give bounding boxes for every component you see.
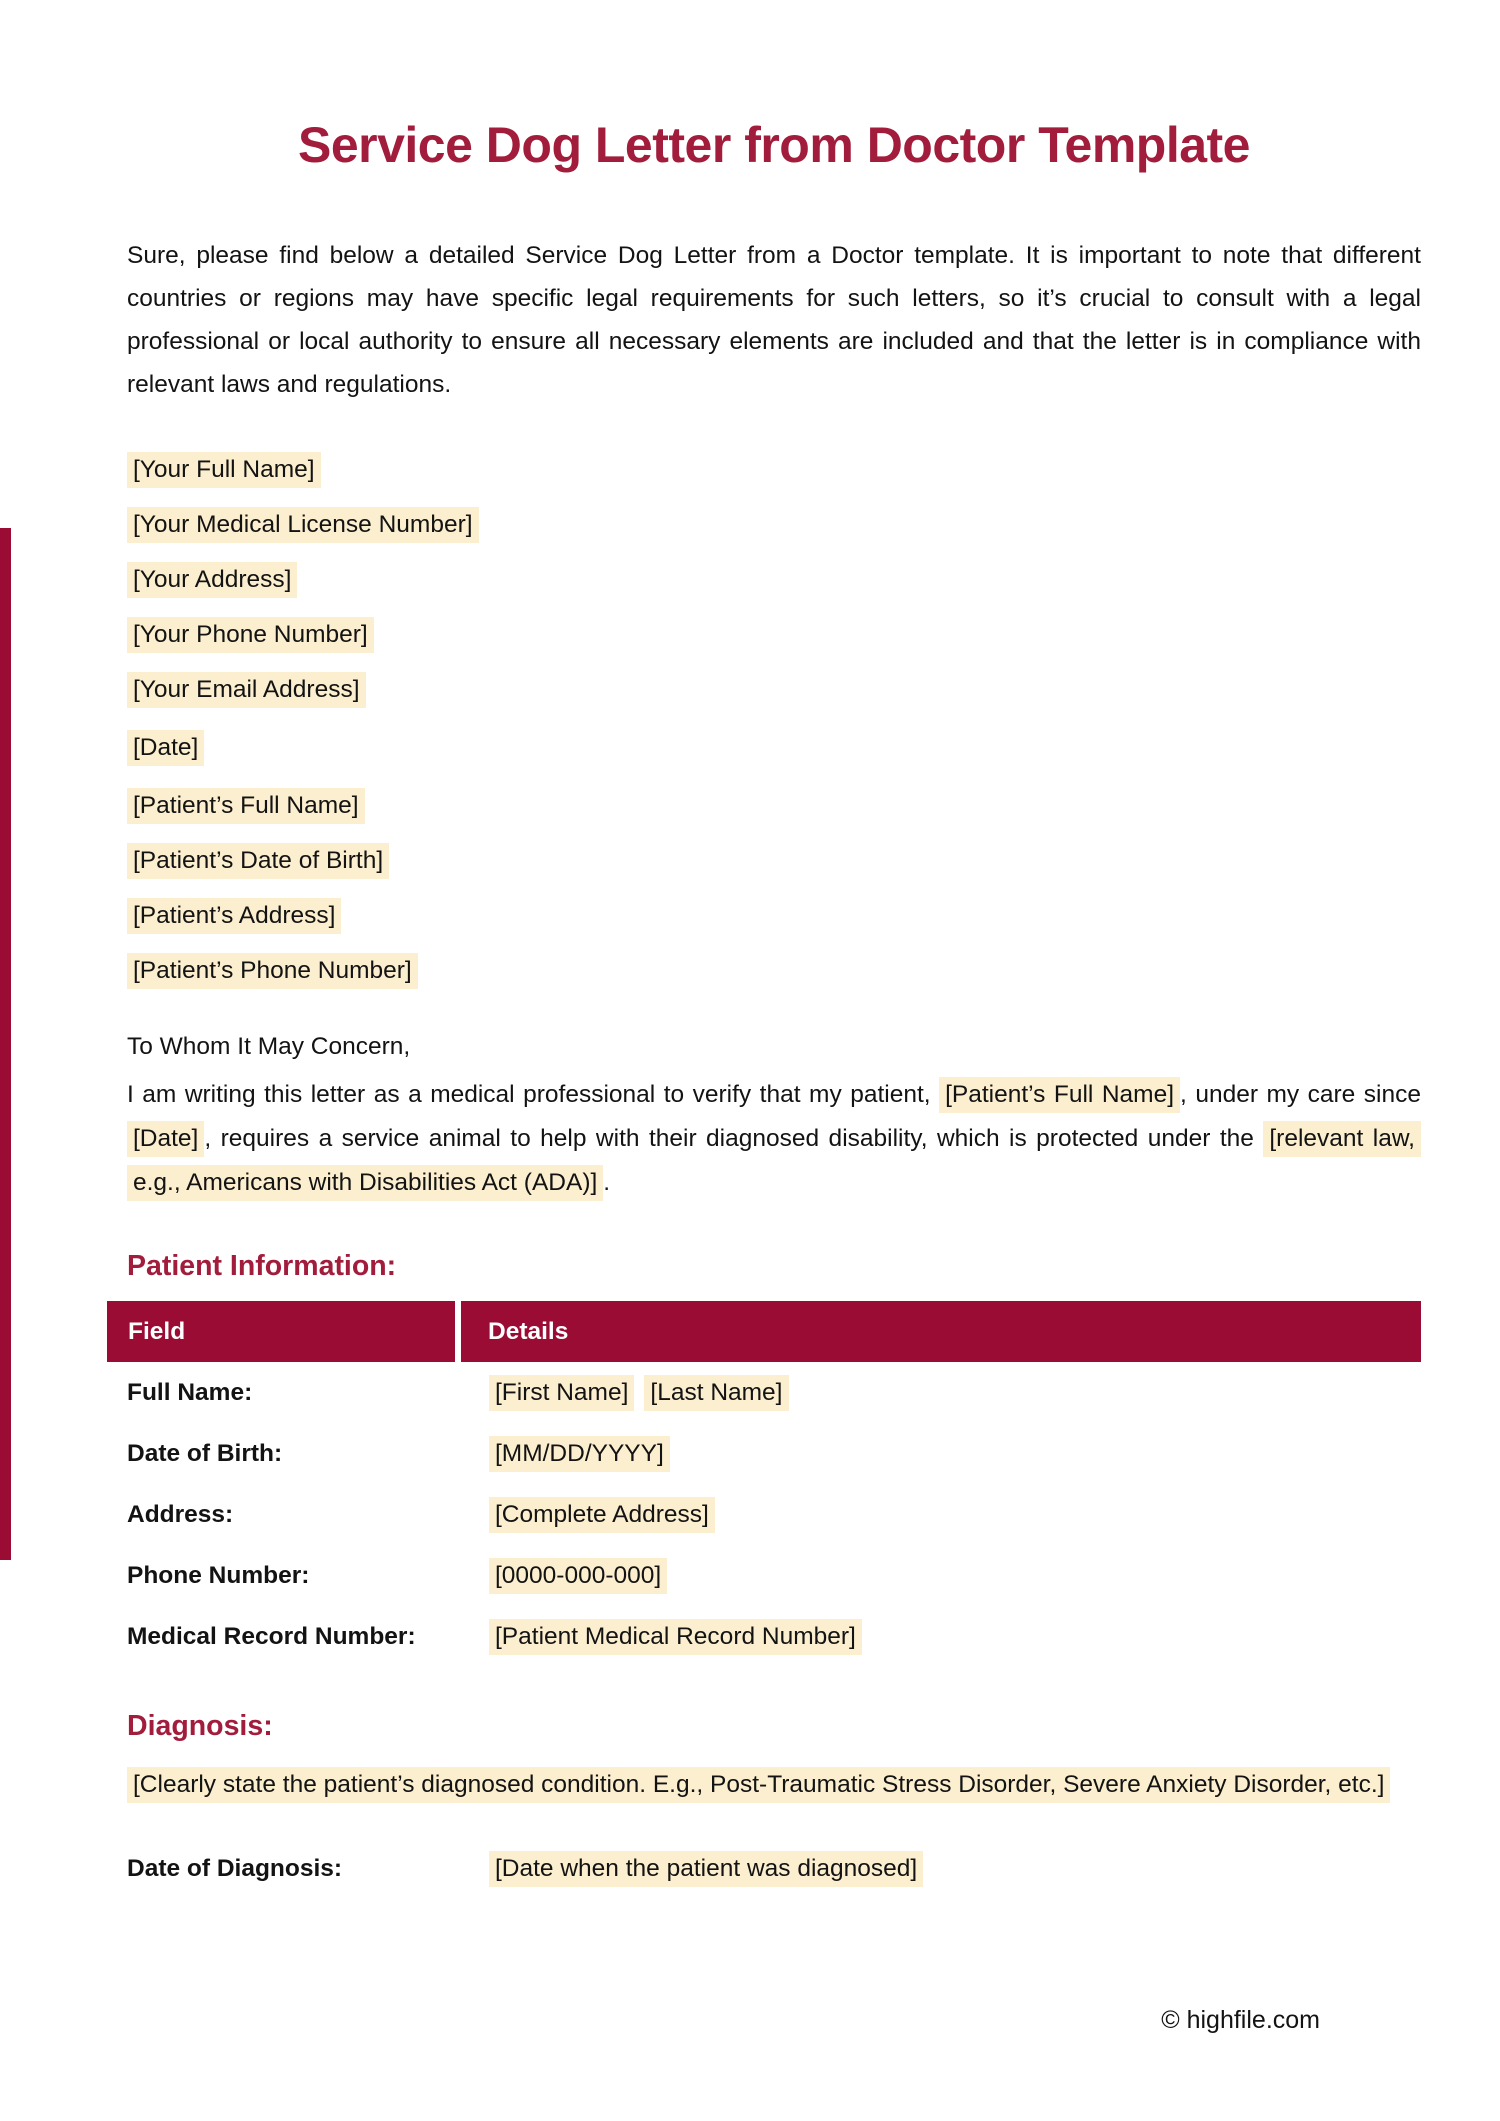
patient-name-line: [127, 788, 1421, 824]
date-of-diagnosis-label: Date of Diagnosis:: [127, 1855, 343, 1882]
sender-full-name-line: [127, 452, 1421, 488]
body-patient-name-placeholder: [Patient’s Full Name]: [939, 1077, 1180, 1113]
sender-phone-placeholder: [Your Phone Number]: [127, 617, 374, 653]
salutation: To Whom It May Concern,: [127, 1033, 411, 1060]
table-row: [107, 1484, 1421, 1545]
patient-information-table: [107, 1301, 1421, 1667]
body-text-1: I am writing this letter as a medical professional to verify that my patient,: [127, 1081, 940, 1108]
sender-full-name-placeholder: [Your Full Name]: [127, 452, 321, 488]
table-row: [107, 1545, 1421, 1606]
patient-address-placeholder: [Patient’s Address]: [127, 898, 341, 934]
patient-address-line: [127, 898, 1421, 934]
row-value-full-name: [489, 1379, 1421, 1407]
table-header-field: Field: [107, 1301, 455, 1362]
document-content: [127, 0, 1421, 1887]
table-row: [107, 1423, 1421, 1484]
dob-placeholder: [MM/DD/YYYY]: [489, 1436, 670, 1472]
row-value-dob: [489, 1440, 1421, 1468]
table-header-details: Details: [461, 1301, 1421, 1362]
patient-phone-line: [127, 953, 1421, 989]
sender-email-line: [127, 672, 1421, 708]
diagnosis-paragraph: [127, 1763, 1421, 1807]
table-header-row: [107, 1301, 1421, 1362]
row-label-address: Address:: [127, 1500, 234, 1528]
body-law-placeholder: [relevant law, e.g., Americans with Disabilities Act (ADA)]: [127, 1121, 1421, 1201]
patient-name-placeholder: [Patient’s Full Name]: [127, 788, 365, 824]
row-value-mrn: [489, 1623, 1421, 1651]
body-text-4: .: [603, 1169, 611, 1196]
body-text-3: , requires a service animal to help with their diagnosed disability, which is protected under the: [204, 1125, 1264, 1152]
last-name-placeholder: [Last Name]: [644, 1375, 788, 1411]
date-of-diagnosis-row: [127, 1851, 1421, 1887]
phone-placeholder: [0000-000-000]: [489, 1558, 667, 1594]
row-value-phone: [489, 1562, 1421, 1590]
patient-phone-placeholder: [Patient’s Phone Number]: [127, 953, 418, 989]
date-of-diagnosis-value: [489, 1851, 1421, 1887]
row-value-address: [489, 1501, 1421, 1529]
date-line: [127, 730, 1421, 766]
patient-dob-line: [127, 843, 1421, 879]
sender-address-line: [127, 562, 1421, 598]
body-paragraph: [127, 1073, 1421, 1205]
intro-paragraph: Sure, please find below a detailed Service Dog Letter from a Doctor template. It is important to note that different countries or regions may have specific legal requirements for such letters, so it’s crucial to consult with a legal professional or local authority to ensure all necessary elements are included and that the letter is in compliance with relevant laws and regulations.: [127, 242, 1421, 398]
sender-license-line: [127, 507, 1421, 543]
body-text-2: , under my care since: [1180, 1081, 1421, 1108]
row-label-phone: Phone Number:: [127, 1561, 310, 1589]
row-label-dob: Date of Birth:: [127, 1439, 283, 1467]
date-placeholder: [Date]: [127, 730, 204, 766]
table-row: [107, 1606, 1421, 1667]
sender-address-placeholder: [Your Address]: [127, 562, 297, 598]
row-label-mrn: Medical Record Number:: [127, 1622, 416, 1650]
diagnosis-heading: Diagnosis:: [127, 1710, 273, 1742]
page-title: Service Dog Letter from Doctor Template: [297, 117, 1250, 173]
footer-copyright: © highfile.com: [1161, 2006, 1320, 2034]
left-accent-bar: [0, 528, 11, 1560]
sender-license-placeholder: [Your Medical License Number]: [127, 507, 479, 543]
sender-phone-line: [127, 617, 1421, 653]
row-label-full-name: Full Name:: [127, 1378, 253, 1406]
address-placeholder: [Complete Address]: [489, 1497, 715, 1533]
table-row: [107, 1362, 1421, 1423]
sender-email-placeholder: [Your Email Address]: [127, 672, 366, 708]
diagnosis-description-placeholder: [Clearly state the patient’s diagnosed condition. E.g., Post-Traumatic Stress Disorder, Severe Anxiety Disorder, etc.]: [127, 1767, 1390, 1803]
first-name-placeholder: [First Name]: [489, 1375, 634, 1411]
patient-information-heading: Patient Information:: [127, 1250, 397, 1282]
mrn-placeholder: [Patient Medical Record Number]: [489, 1619, 862, 1655]
date-of-diagnosis-placeholder: [Date when the patient was diagnosed]: [489, 1851, 923, 1887]
patient-dob-placeholder: [Patient’s Date of Birth]: [127, 843, 389, 879]
body-date-placeholder: [Date]: [127, 1121, 204, 1157]
